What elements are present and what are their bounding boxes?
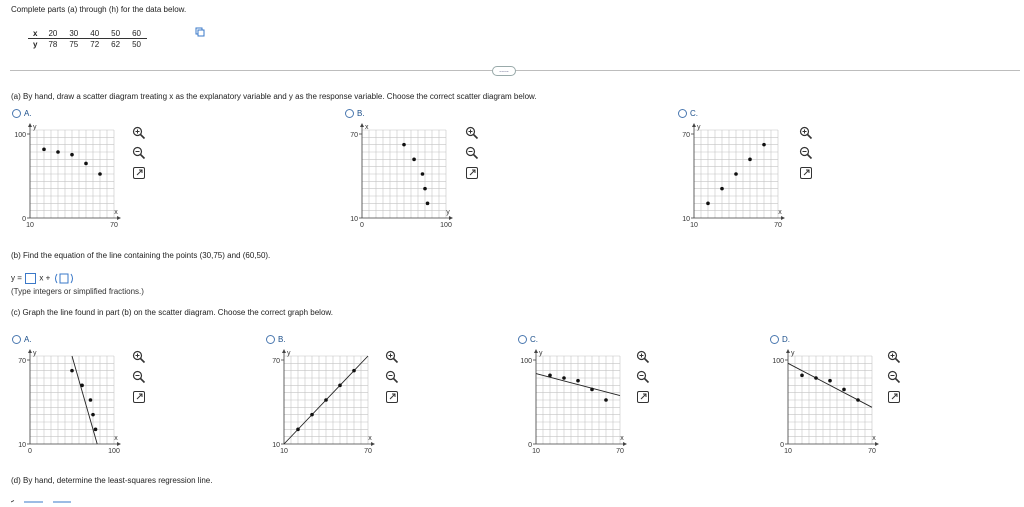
data-point	[56, 150, 60, 154]
table-cell: 60	[126, 28, 147, 39]
scatter-chart-c-option-b	[262, 348, 382, 460]
data-point	[70, 153, 74, 157]
part-a-question: (a) By hand, draw a scatter diagram treating x as the explanatory variable and y as the response variable. Choose the correct scatter diagram below.	[11, 92, 537, 101]
x-tick-label-right: 70	[364, 448, 372, 455]
x-tick-label-left: 10	[784, 448, 792, 455]
open-new-window-icon[interactable]	[887, 390, 901, 404]
open-new-window-icon[interactable]	[636, 390, 650, 404]
data-point	[828, 379, 832, 383]
table-cell: 30	[63, 28, 84, 39]
table-cell: 78	[48, 39, 58, 49]
row-label-y: y	[33, 39, 38, 49]
scatter-chart-c-option-d	[766, 348, 886, 460]
y-axis-arrow	[692, 123, 696, 127]
y-tick-label-top: 70	[682, 132, 690, 139]
y-tick-label-top: 70	[18, 358, 26, 365]
y-tick-label-bottom: 0	[22, 216, 26, 223]
intercept-input[interactable]	[53, 273, 75, 284]
y-axis-label: y	[33, 350, 37, 357]
row-label-x: x	[28, 28, 42, 39]
x-tick-label-left: 10	[690, 222, 698, 229]
data-point	[720, 187, 724, 191]
data-point	[89, 398, 93, 402]
y-axis-arrow	[28, 123, 32, 127]
data-point	[856, 398, 860, 402]
equation-entry	[11, 273, 75, 284]
part-d-answer-hint	[11, 497, 71, 501]
data-point	[91, 413, 95, 417]
y-axis-label: y	[697, 124, 701, 131]
x-axis-label: x	[114, 209, 118, 216]
table-cell: 50	[105, 28, 126, 39]
x-tick-label-left: 10	[26, 222, 34, 229]
x-tick-label-right: 70	[774, 222, 782, 229]
data-point	[42, 148, 46, 152]
y-tick-label-bottom: 10	[272, 442, 280, 449]
table-row-y	[28, 39, 147, 50]
data-table	[28, 28, 147, 49]
x-axis-arrow	[875, 442, 879, 446]
zoom-in-icon[interactable]	[636, 350, 650, 364]
y-axis-arrow	[360, 123, 364, 127]
x-tick-label-left: 10	[532, 448, 540, 455]
option-label: C.	[690, 109, 698, 118]
part-d-question: (d) By hand, determine the least-squares regression line.	[11, 476, 213, 485]
part-c-question: (c) Graph the line found in part (b) on the scatter diagram. Choose the correct graph below.	[11, 308, 333, 317]
y-axis-label: y	[539, 350, 543, 357]
data-point	[423, 187, 427, 191]
zoom-out-icon[interactable]	[636, 370, 650, 384]
y-axis-arrow	[786, 349, 790, 353]
data-point	[748, 158, 752, 162]
zoom-out-icon[interactable]	[385, 370, 399, 384]
table-cell: 50	[132, 39, 141, 49]
zoom-in-icon[interactable]	[465, 126, 479, 140]
data-point	[800, 374, 804, 378]
scatter-chart-c-option-c	[514, 348, 634, 460]
part-a-option-c[interactable]	[678, 109, 698, 118]
x-tick-label-right: 70	[616, 448, 624, 455]
x-axis-label: x	[368, 435, 372, 442]
table-cell: 72	[90, 39, 100, 49]
data-point	[734, 172, 738, 176]
x-axis-arrow	[623, 442, 627, 446]
eq-y-label: y =	[11, 273, 22, 283]
y-tick-label-bottom: 0	[528, 442, 532, 449]
zoom-in-icon[interactable]	[132, 350, 146, 364]
zoom-in-icon[interactable]	[385, 350, 399, 364]
x-axis-arrow	[371, 442, 375, 446]
open-new-window-icon[interactable]	[465, 166, 479, 180]
data-point	[590, 388, 594, 392]
y-axis-label: y	[33, 124, 37, 131]
table-cell: 40	[84, 28, 105, 39]
y-tick-label-top: 100	[520, 358, 532, 365]
x-tick-label-right: 70	[110, 222, 118, 229]
zoom-in-icon[interactable]	[887, 350, 901, 364]
copy-data-icon[interactable]	[195, 27, 205, 37]
x-tick-label-right: 100	[440, 222, 452, 229]
scatter-chart-c-option-a	[8, 348, 128, 460]
y-axis-arrow	[28, 349, 32, 353]
option-label: A.	[24, 335, 32, 344]
input-hint: (Type integers or simplified fractions.)	[11, 287, 144, 296]
x-axis-label: x	[778, 209, 782, 216]
x-axis-label: x	[114, 435, 118, 442]
y-tick-label-bottom: 10	[18, 442, 26, 449]
equation-underline-icon	[11, 500, 71, 504]
zoom-out-icon[interactable]	[887, 370, 901, 384]
y-tick-label-top: 100	[14, 132, 26, 139]
data-point	[80, 384, 84, 388]
option-label: A.	[24, 109, 32, 118]
data-point	[548, 374, 552, 378]
table-cell: 62	[111, 39, 121, 49]
eq-x-label: x +	[39, 273, 51, 283]
data-point	[814, 376, 818, 380]
data-point	[94, 428, 98, 432]
y-axis-arrow	[534, 349, 538, 353]
y-tick-label-top: 70	[272, 358, 280, 365]
data-point	[842, 388, 846, 392]
scatter-chart-a-option-a	[8, 122, 128, 234]
table-row-x	[28, 28, 147, 39]
data-point	[296, 428, 300, 432]
part-a-option-b[interactable]	[345, 109, 365, 118]
scatter-chart-a-option-b	[340, 122, 460, 234]
data-point	[352, 369, 356, 373]
x-tick-label-left: 10	[280, 448, 288, 455]
table-cell: 75	[69, 39, 79, 49]
part-a-option-a[interactable]	[12, 109, 32, 118]
radio-button[interactable]	[266, 335, 275, 344]
data-point	[706, 202, 710, 206]
data-point	[402, 143, 406, 147]
part-c-option-d[interactable]	[770, 335, 790, 344]
zoom-in-icon[interactable]	[799, 126, 813, 140]
scatter-chart-a-option-c	[672, 122, 792, 234]
radio-button[interactable]	[518, 335, 527, 344]
y-tick-label-bottom: 0	[780, 442, 784, 449]
data-point	[421, 172, 425, 176]
data-point	[338, 384, 342, 388]
radio-button[interactable]	[12, 335, 21, 344]
x-axis-label: x	[620, 435, 624, 442]
open-new-window-icon[interactable]	[132, 390, 146, 404]
radio-button[interactable]	[345, 109, 354, 118]
instruction-header: Complete parts (a) through (h) for the data below.	[11, 5, 187, 14]
part-b-question: (b) Find the equation of the line containing the points (30,75) and (60,50).	[11, 251, 271, 260]
option-label: B.	[278, 335, 286, 344]
x-tick-label-right: 70	[868, 448, 876, 455]
x-axis-arrow	[781, 216, 785, 220]
x-tick-label-left: 0	[360, 222, 364, 229]
y-tick-label-bottom: 10	[350, 216, 358, 223]
zoom-out-icon[interactable]	[132, 370, 146, 384]
radio-button[interactable]	[12, 109, 21, 118]
y-axis-arrow	[282, 349, 286, 353]
y-tick-label-bottom: 10	[682, 216, 690, 223]
y-tick-label-top: 100	[772, 358, 784, 365]
y-tick-label-top: 70	[350, 132, 358, 139]
y-axis-label: y	[791, 350, 795, 357]
expand-more-button[interactable]: .....	[492, 66, 516, 76]
zoom-out-icon[interactable]	[465, 146, 479, 160]
data-point	[324, 398, 328, 402]
option-label: D.	[782, 335, 790, 344]
y-axis-label: x	[365, 124, 369, 131]
open-new-window-icon[interactable]	[799, 166, 813, 180]
data-point	[576, 379, 580, 383]
x-axis-arrow	[117, 216, 121, 220]
part-c-option-b[interactable]	[266, 335, 286, 344]
zoom-out-icon[interactable]	[132, 146, 146, 160]
x-tick-label-left: 0	[28, 448, 32, 455]
radio-button[interactable]	[770, 335, 779, 344]
y-axis-label: y	[287, 350, 291, 357]
x-tick-label-right: 100	[108, 448, 120, 455]
data-point	[762, 143, 766, 147]
data-point	[412, 158, 416, 162]
data-point	[70, 369, 74, 373]
zoom-in-icon[interactable]	[132, 126, 146, 140]
data-point	[310, 413, 314, 417]
x-axis-label: x	[872, 435, 876, 442]
data-point	[84, 162, 88, 166]
data-point	[98, 172, 102, 176]
data-point	[604, 398, 608, 402]
part-c-option-a[interactable]	[12, 335, 32, 344]
x-axis-label: y	[446, 209, 450, 216]
x-axis-arrow	[117, 442, 121, 446]
data-point	[426, 202, 430, 206]
zoom-out-icon[interactable]	[799, 146, 813, 160]
open-new-window-icon[interactable]	[132, 166, 146, 180]
option-label: C.	[530, 335, 538, 344]
part-c-option-c[interactable]	[518, 335, 538, 344]
x-axis-arrow	[449, 216, 453, 220]
slope-input[interactable]	[25, 273, 36, 284]
open-new-window-icon[interactable]	[385, 390, 399, 404]
radio-button[interactable]	[678, 109, 687, 118]
table-cell: 20	[42, 28, 63, 39]
option-label: B.	[357, 109, 365, 118]
data-point	[562, 376, 566, 380]
